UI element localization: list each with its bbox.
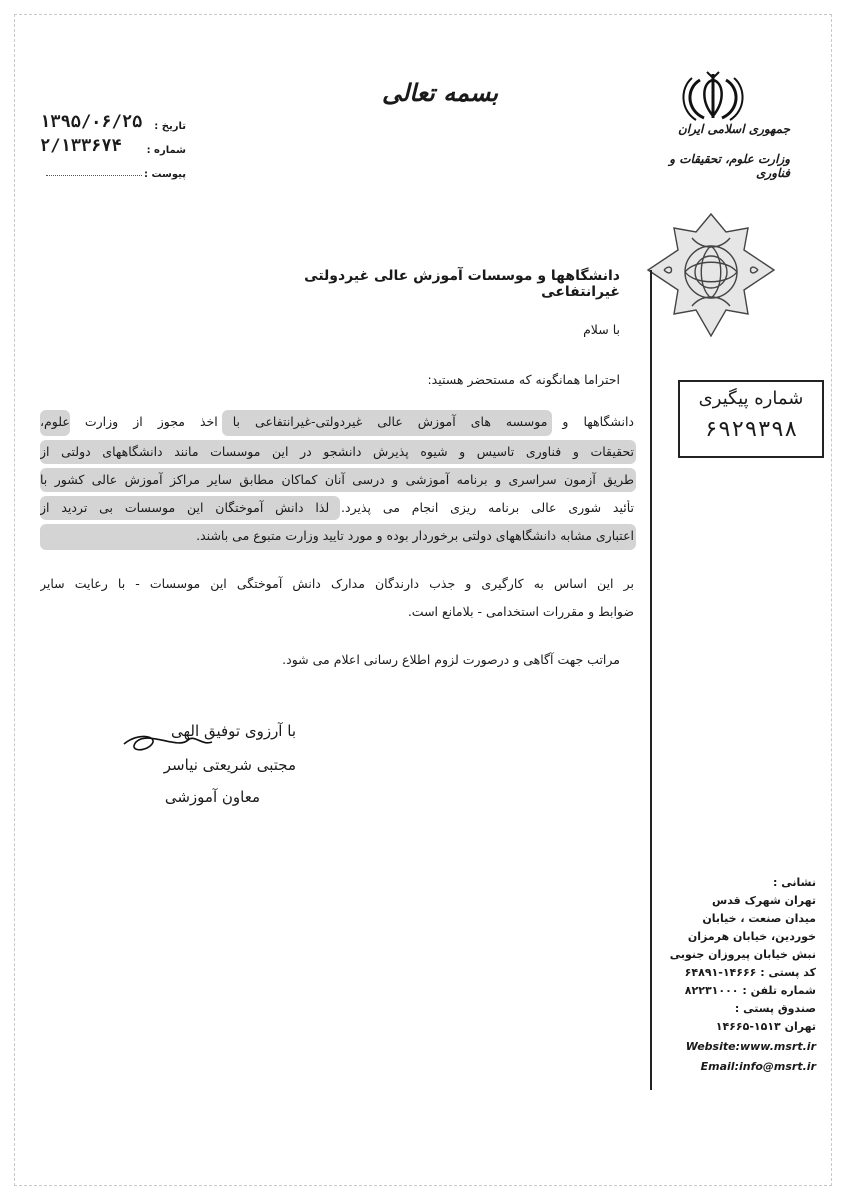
phone-line: شماره تلفن : ۸۲۲۳۱۰۰۰ <box>684 984 816 997</box>
tracking-number: ۶۹۲۹۳۹۸ <box>704 417 798 442</box>
attachment-row <box>40 158 190 182</box>
paragraph1-line: تأئید شوری عالی برنامه ریزی انجام می پذیرد. لذا دانش آموختگان این موسسات بی تردید از <box>40 500 634 515</box>
bismillah-heading: بسمه تعالی <box>381 78 499 107</box>
website-line: Website:www.msrt.ir <box>685 1040 816 1053</box>
paragraph2-line: بر این اساس به کارگیری و جذب دارندگان مدارک دانش آموختگی این موسسات - با رعایت سایر <box>40 576 634 591</box>
paragraph1-line: طریق آزمون سراسری و برنامه آموزشی و درسی آنان کماکان مطابق سایر مراکز آموزش عالی کشور با <box>40 472 634 487</box>
address-label: نشانی : <box>773 876 816 889</box>
arabesque-ornament-icon <box>644 210 778 340</box>
closing-phrase: با آرزوی توفیق الهی <box>171 722 296 740</box>
handwritten-signature-icon <box>118 728 218 758</box>
email-line: Email:info@msrt.ir <box>700 1060 816 1073</box>
ministry-name: وزارت علوم، تحقیقات و فناوری <box>669 152 790 180</box>
number-label: شماره : <box>146 145 186 156</box>
po-box-line: تهران ۱۵۱۳-۱۴۶۶۵ <box>715 1020 816 1033</box>
signatory-name: مجتبی شریعتی نیاسر <box>163 756 296 774</box>
date-label: تاریخ : <box>154 121 186 132</box>
signatory-title: معاون آموزشی <box>164 788 260 806</box>
letter-meta <box>40 110 190 182</box>
greeting: با سلام <box>583 322 620 337</box>
tracking-number-box <box>678 380 824 458</box>
paragraph1-line: اعتباری مشابه دانشگاههای دولتی برخوردار بوده و مورد تایید وزارت متبوع می باشند. <box>196 528 634 543</box>
attachment-dots <box>46 175 142 176</box>
date-value: ۱۳۹۵/۰۶/۲۵ <box>40 112 143 132</box>
paragraph1-line: تحقیقات و فناوری تاسیس و شیوه پذیرش دانشجو در این موسسات مانند دانشگاههای دولتی از <box>40 444 634 459</box>
address-line: خوردین، خیابان هرمزان <box>687 930 816 943</box>
recipient-heading: دانشگاهها و موسسات آموزش عالی غیردولتی غیرانتفاعی <box>304 268 620 300</box>
po-box-label: صندوق پستی : <box>734 1002 816 1015</box>
postal-code-line: کد پستی : ۱۴۶۶۶-۶۴۸۹۱ <box>684 966 816 979</box>
government-name: جمهوری اسلامی ایران <box>677 122 790 136</box>
attachment-label: پیوست : <box>143 169 186 180</box>
opening-line: احتراما همانگونه که مستحضر هستید: <box>427 372 620 387</box>
address-line: نبش خیابان پیروزان جنوبی <box>669 948 816 961</box>
paragraph1-line: دانشگاهها و موسسه های آموزش عالی غیردولتی-غیرانتفاعی با اخذ مجوز از وزارت علوم، <box>40 414 634 429</box>
iran-emblem-icon <box>678 70 748 122</box>
paragraph2-line: ضوابط و مقررات استخدامی - بلامانع است. <box>407 604 634 619</box>
number-value: ۲/۱۳۳۶۷۴ <box>40 136 122 156</box>
paragraph3: مراتب جهت آگاهی و درصورت لزوم اطلاع رسانی اعلام می شود. <box>282 652 620 667</box>
address-line: تهران شهرک قدس <box>712 894 816 907</box>
address-line: میدان صنعت ، خیابان <box>702 912 816 925</box>
margin-divider-line <box>650 270 652 1090</box>
date-row <box>40 110 190 134</box>
tracking-label: شماره پیگیری <box>698 388 804 409</box>
number-row <box>40 134 190 158</box>
